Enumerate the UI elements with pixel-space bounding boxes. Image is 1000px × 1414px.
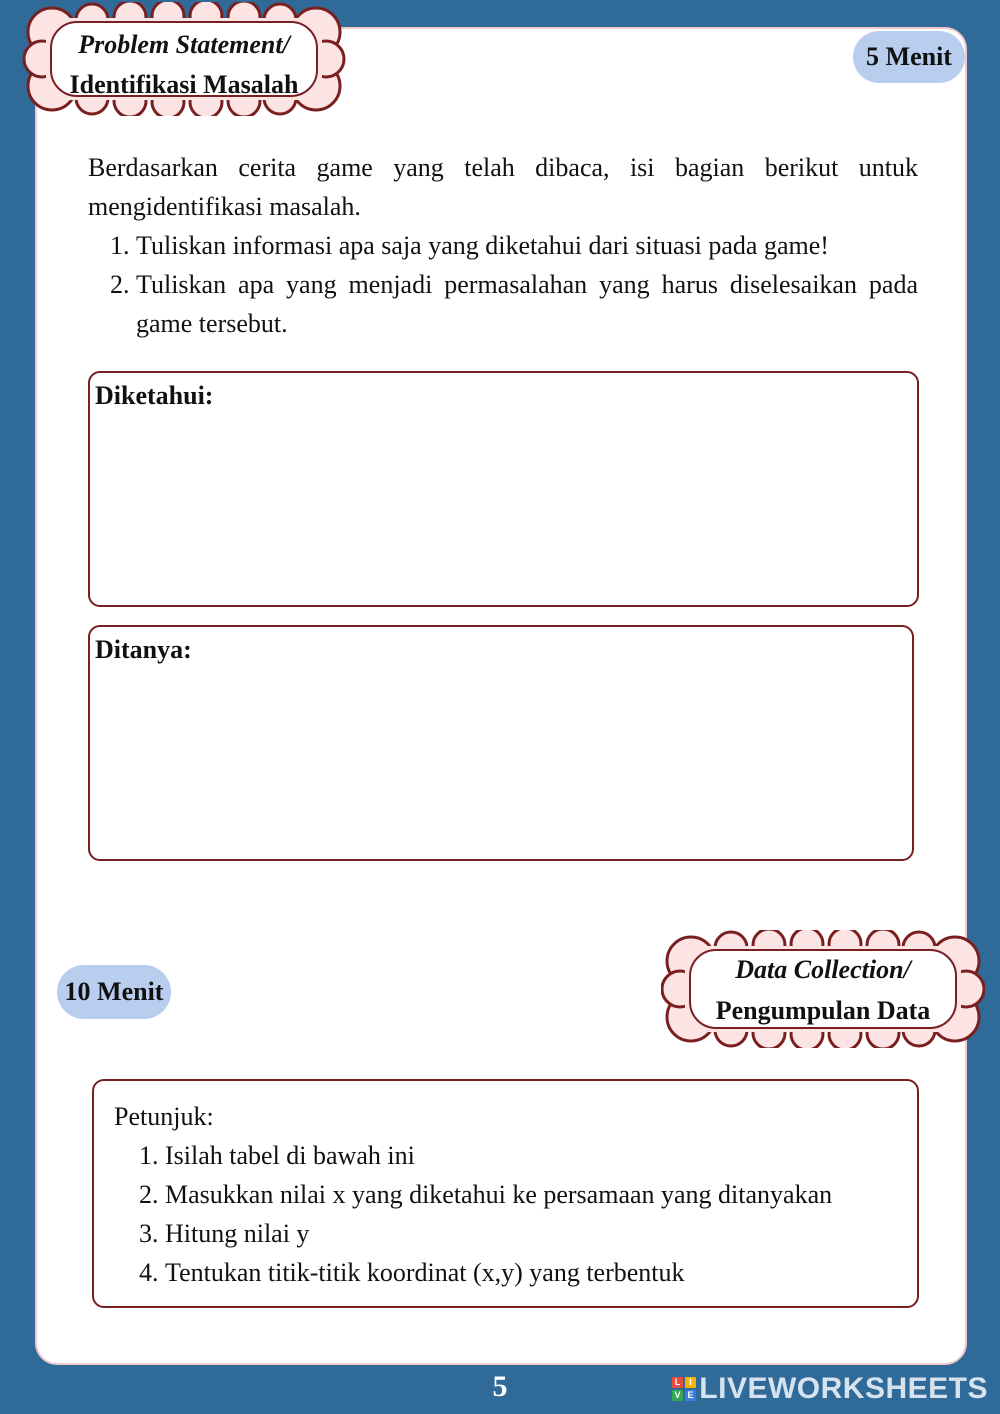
list-item	[110, 226, 918, 265]
liveworksheets-icon	[672, 1377, 696, 1401]
list-item-number: 2.	[139, 1180, 159, 1209]
list-item-number: 4.	[139, 1258, 159, 1287]
section-title-data-collection	[661, 930, 985, 1048]
asked-label: Ditanya:	[95, 635, 192, 664]
known-answer-box[interactable]	[88, 371, 919, 607]
logo-letter: I	[685, 1377, 696, 1388]
list-item-text: Isilah tabel di bawah ini	[165, 1141, 415, 1170]
asked-answer-box[interactable]	[88, 625, 914, 861]
section-title-line1: Problem Statement/	[78, 30, 290, 59]
instructions-content	[114, 1097, 901, 1292]
logo-letter: V	[672, 1390, 683, 1401]
list-item-text: Tuliskan informasi apa saja yang diketahui dari situasi pada game!	[136, 231, 829, 260]
page-number: 5	[492, 1370, 508, 1403]
known-label: Diketahui:	[95, 381, 214, 410]
list-item	[139, 1214, 901, 1253]
logo-letter: E	[685, 1390, 696, 1401]
list-item-number: 2.	[110, 270, 130, 299]
list-item	[139, 1175, 901, 1214]
instructions-heading: Petunjuk:	[114, 1102, 214, 1131]
list-item	[139, 1136, 901, 1175]
time-badge-5-menit	[853, 31, 965, 83]
intro-paragraph: Berdasarkan cerita game yang telah dibaca, isi bagian berikut untuk mengidentifikasi masalah.	[88, 153, 918, 221]
section-title-line2: Identifikasi Masalah	[69, 70, 299, 99]
instructions-box	[92, 1079, 919, 1308]
list-item-number: 1.	[110, 231, 130, 260]
list-item-number: 3.	[139, 1219, 159, 1248]
logo-letter: L	[672, 1377, 683, 1388]
list-item-text: Tentukan titik-titik koordinat (x,y) yang terbentuk	[165, 1258, 685, 1287]
section-title-line1: Data Collection/	[735, 955, 911, 984]
list-item	[110, 265, 918, 343]
time-badge-10-menit	[57, 965, 171, 1019]
brand-name: LIVEWORKSHEETS	[699, 1372, 988, 1405]
intro-text	[88, 148, 918, 343]
time-badge-label: 10 Menit	[64, 977, 164, 1006]
time-badge-label: 5 Menit	[866, 42, 952, 71]
list-item-text: Tuliskan apa yang menjadi permasalahan yang harus diselesaikan pada game tersebut.	[136, 270, 918, 338]
section-title-problem-statement	[22, 2, 346, 116]
list-item-number: 1.	[139, 1141, 159, 1170]
section-title-line2: Pengumpulan Data	[715, 996, 931, 1025]
list-item	[139, 1253, 901, 1292]
liveworksheets-logo[interactable]	[672, 1372, 988, 1406]
list-item-text: Masukkan nilai x yang diketahui ke persamaan yang ditanyakan	[165, 1180, 833, 1209]
list-item-text: Hitung nilai y	[165, 1219, 310, 1248]
